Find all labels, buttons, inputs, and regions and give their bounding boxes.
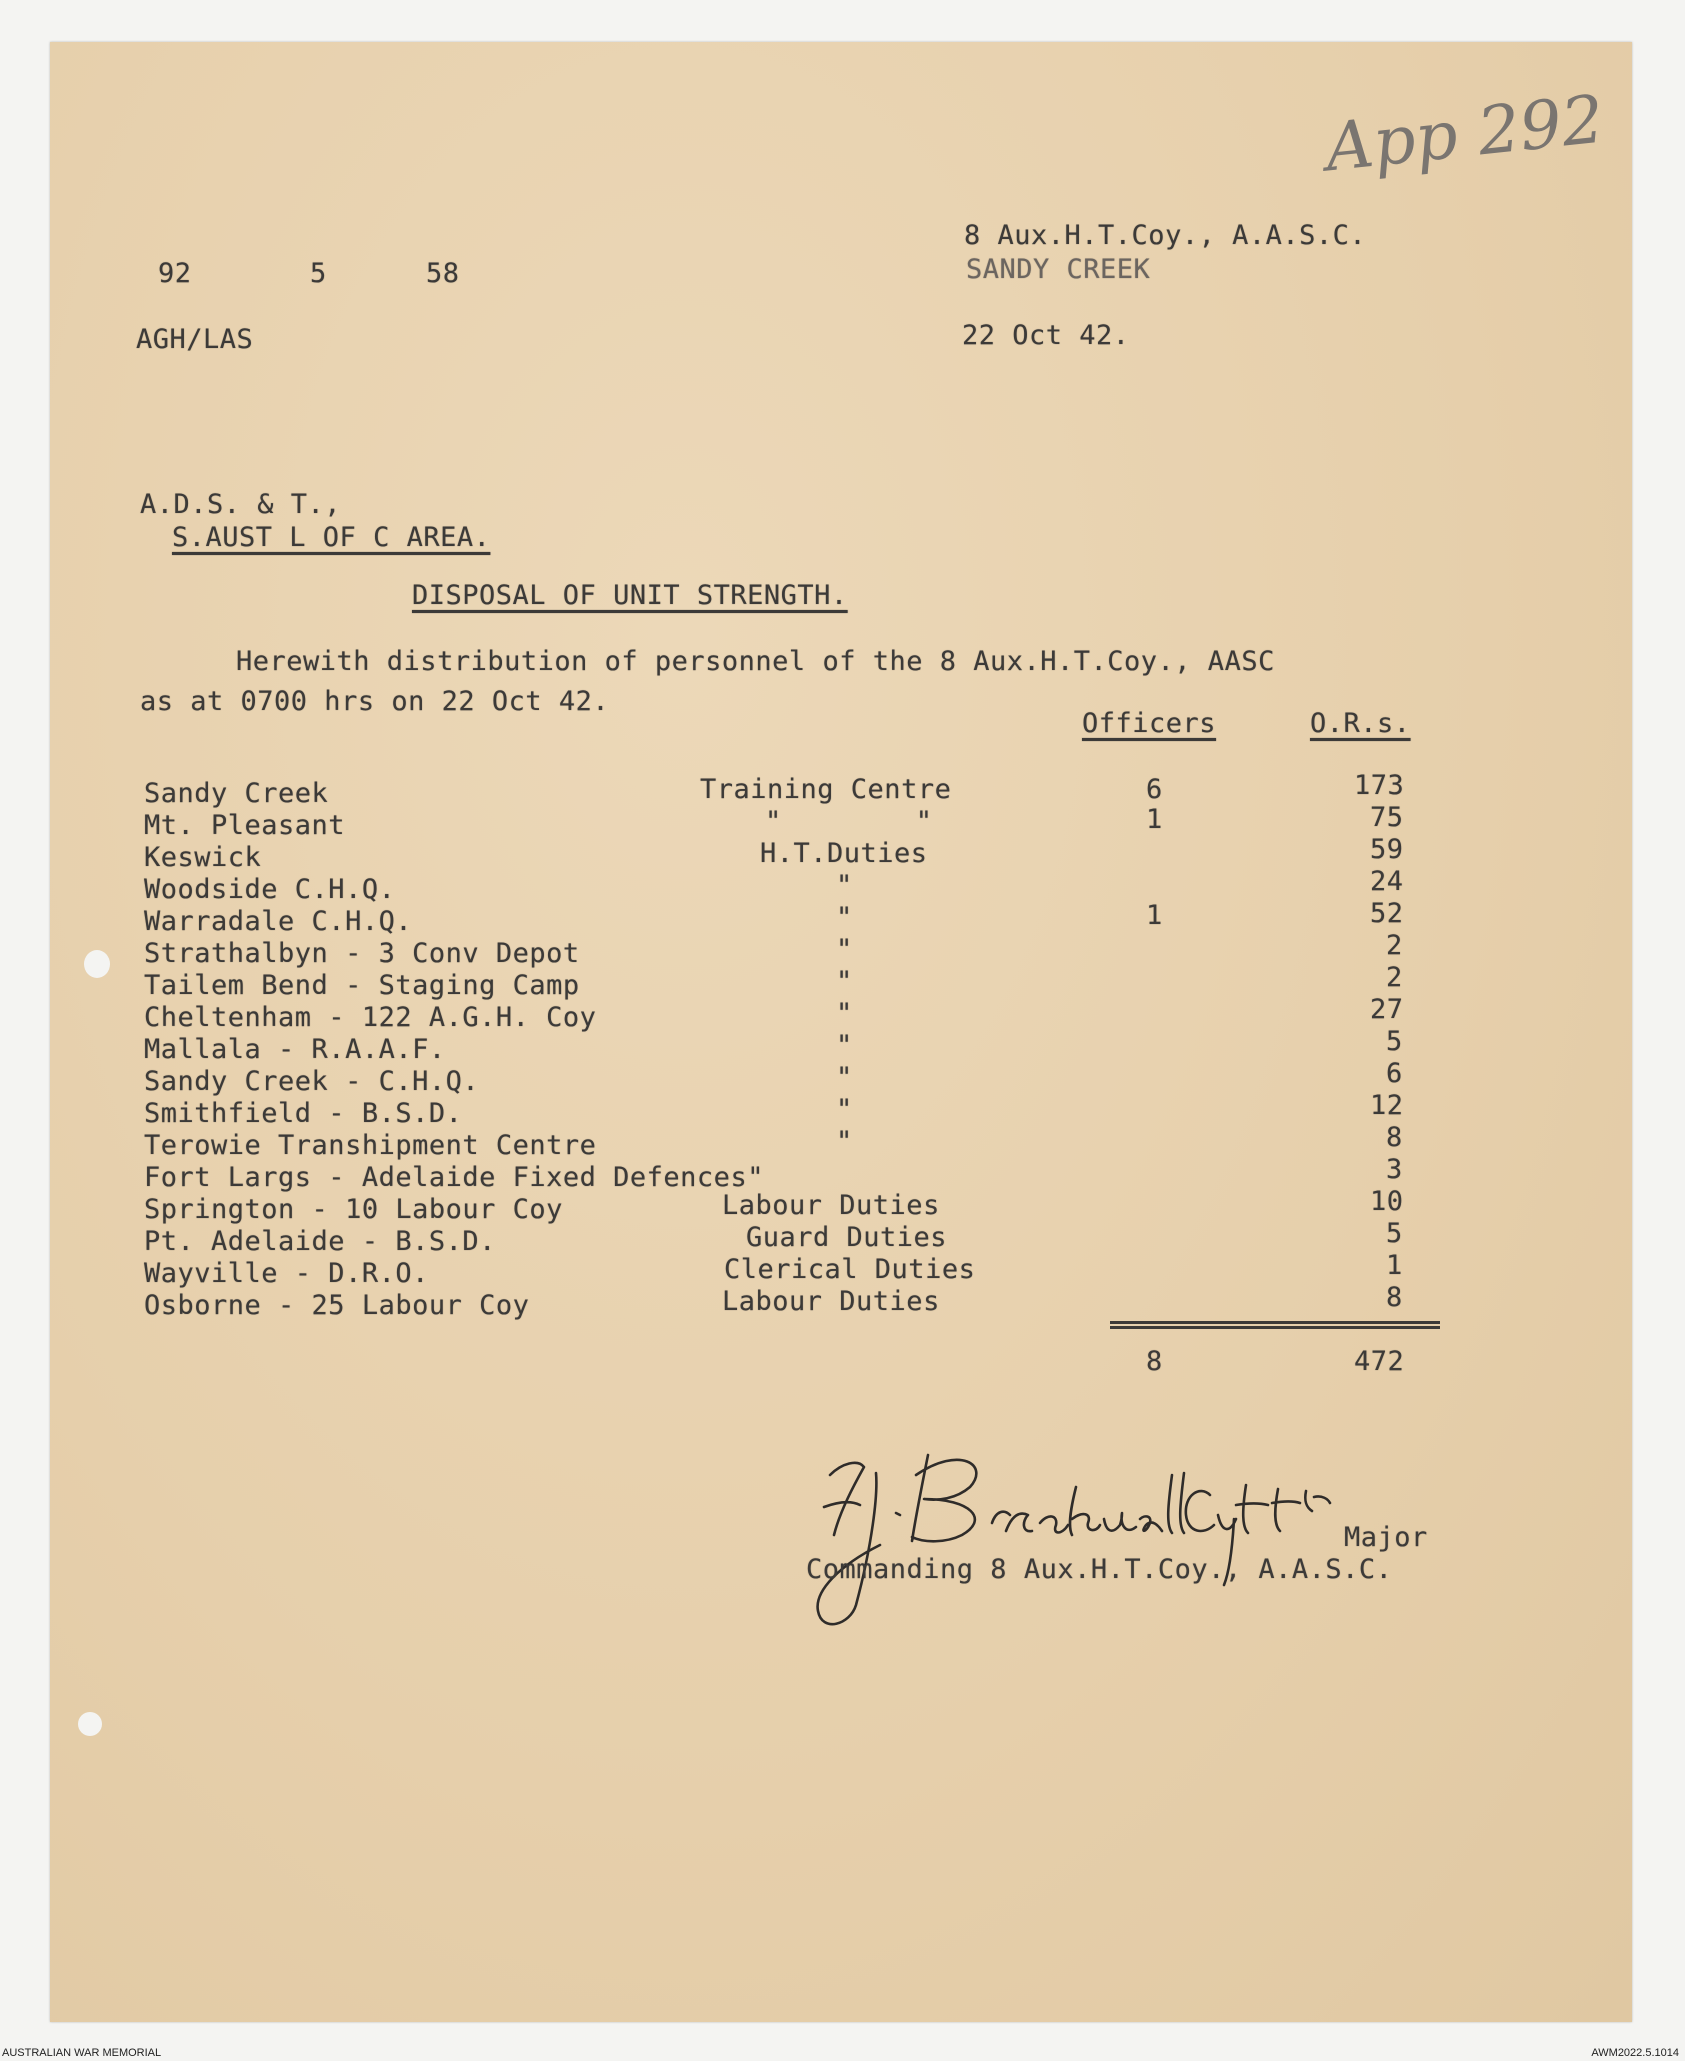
signatory-appointment: Commanding 8 Aux.H.T.Coy., A.A.S.C. [806, 1554, 1393, 1585]
column-header-officers: Officers [1082, 708, 1217, 739]
punch-hole-upper [84, 950, 110, 978]
addressee-line-1: A.D.S. & T., [140, 489, 342, 520]
row-duty: " [836, 1062, 853, 1093]
row-ors: 6 [1386, 1058, 1403, 1089]
row-ors: 5 [1386, 1026, 1403, 1057]
row-location: Osborne - 25 Labour Coy [144, 1290, 530, 1321]
letter-date: 22 Oct 42. [962, 320, 1130, 351]
file-ref-2: 5 [310, 258, 327, 289]
row-duty: Labour Duties [722, 1286, 940, 1317]
footer-right: AWM2022.5.1014 [1591, 2047, 1679, 2059]
row-ors: 59 [1370, 834, 1404, 865]
row-ors: 8 [1386, 1282, 1403, 1313]
footer-left: AUSTRALIAN WAR MEMORIAL [2, 2047, 162, 2059]
row-duty: H.T.Duties [760, 838, 928, 869]
reference-initials: AGH/LAS [136, 324, 254, 355]
row-duty: Labour Duties [722, 1190, 940, 1221]
row-ors: 8 [1386, 1122, 1403, 1153]
signatory-rank: Major [1344, 1522, 1428, 1553]
row-location: Keswick [144, 842, 262, 873]
row-duty: Guard Duties [746, 1222, 948, 1253]
column-header-ors: O.R.s. [1310, 708, 1411, 739]
total-rule-lower [1110, 1326, 1440, 1329]
punch-hole-lower [78, 1712, 102, 1736]
total-rule-upper [1110, 1321, 1440, 1324]
row-duty: " [836, 870, 853, 901]
file-ref-1: 92 [158, 258, 192, 289]
row-duty: " [836, 998, 853, 1029]
row-ors: 12 [1370, 1090, 1404, 1121]
row-ors: 24 [1370, 866, 1404, 897]
total-officers: 8 [1146, 1346, 1163, 1377]
row-location: Tailem Bend - Staging Camp [144, 970, 580, 1001]
row-officers: 1 [1146, 900, 1163, 931]
row-ors: 27 [1370, 994, 1404, 1025]
document-title: DISPOSAL OF UNIT STRENGTH. [412, 580, 848, 611]
row-ors: 2 [1386, 930, 1403, 961]
row-location: Mt. Pleasant [144, 810, 346, 841]
row-location: Sandy Creek - C.H.Q. [144, 1066, 480, 1097]
row-ors: 1 [1386, 1250, 1403, 1281]
unit-name: 8 Aux.H.T.Coy., A.A.S.C. [964, 220, 1367, 251]
row-ors: 10 [1370, 1186, 1404, 1217]
row-duty: " [836, 1126, 853, 1157]
row-officers: 6 [1146, 774, 1163, 805]
intro-line-1: Herewith distribution of personnel of the 8 Aux.H.T.Coy., AASC [236, 646, 1275, 677]
row-duty: " [836, 902, 853, 933]
row-location: Wayville - D.R.O. [144, 1258, 429, 1289]
row-location: Cheltenham - 122 A.G.H. Coy [144, 1002, 597, 1033]
row-duty: " [836, 1030, 853, 1061]
row-duty: " [836, 966, 853, 997]
handwritten-signature-text [820, 1460, 1172, 1495]
row-duty: Training Centre [700, 774, 952, 805]
row-location: Springton - 10 Labour Coy [144, 1194, 563, 1225]
file-ref-3: 58 [426, 258, 460, 289]
handwritten-reference: App 292 [1321, 80, 1608, 187]
row-location: Woodside C.H.Q. [144, 874, 396, 905]
intro-line-2: as at 0700 hrs on 22 Oct 42. [140, 686, 610, 717]
row-ors: 173 [1354, 770, 1405, 801]
row-location: Fort Largs - Adelaide Fixed Defences" [144, 1162, 764, 1193]
row-duty: " [836, 934, 853, 965]
row-ors: 3 [1386, 1154, 1403, 1185]
row-officers: 1 [1146, 804, 1163, 835]
addressee-line-2: S.AUST L OF C AREA. [172, 522, 491, 553]
row-location: Sandy Creek [144, 778, 329, 809]
row-location: Smithfield - B.S.D. [144, 1098, 463, 1129]
row-ors: 52 [1370, 898, 1404, 929]
row-ors: 2 [1386, 962, 1403, 993]
row-duty: Clerical Duties [724, 1254, 976, 1285]
row-location: Strathalbyn - 3 Conv Depot [144, 938, 580, 969]
row-duty: " [836, 1094, 853, 1125]
row-location: Mallala - R.A.A.F. [144, 1034, 446, 1065]
row-ors: 5 [1386, 1218, 1403, 1249]
row-location: Warradale C.H.Q. [144, 906, 413, 937]
unit-location: SANDY CREEK [966, 254, 1151, 285]
row-ors: 75 [1370, 802, 1404, 833]
handwritten-signature [800, 1415, 1360, 1645]
row-duty: " " [765, 806, 933, 837]
total-ors: 472 [1354, 1346, 1405, 1377]
row-location: Pt. Adelaide - B.S.D. [144, 1226, 496, 1257]
row-location: Terowie Transhipment Centre [144, 1130, 597, 1161]
